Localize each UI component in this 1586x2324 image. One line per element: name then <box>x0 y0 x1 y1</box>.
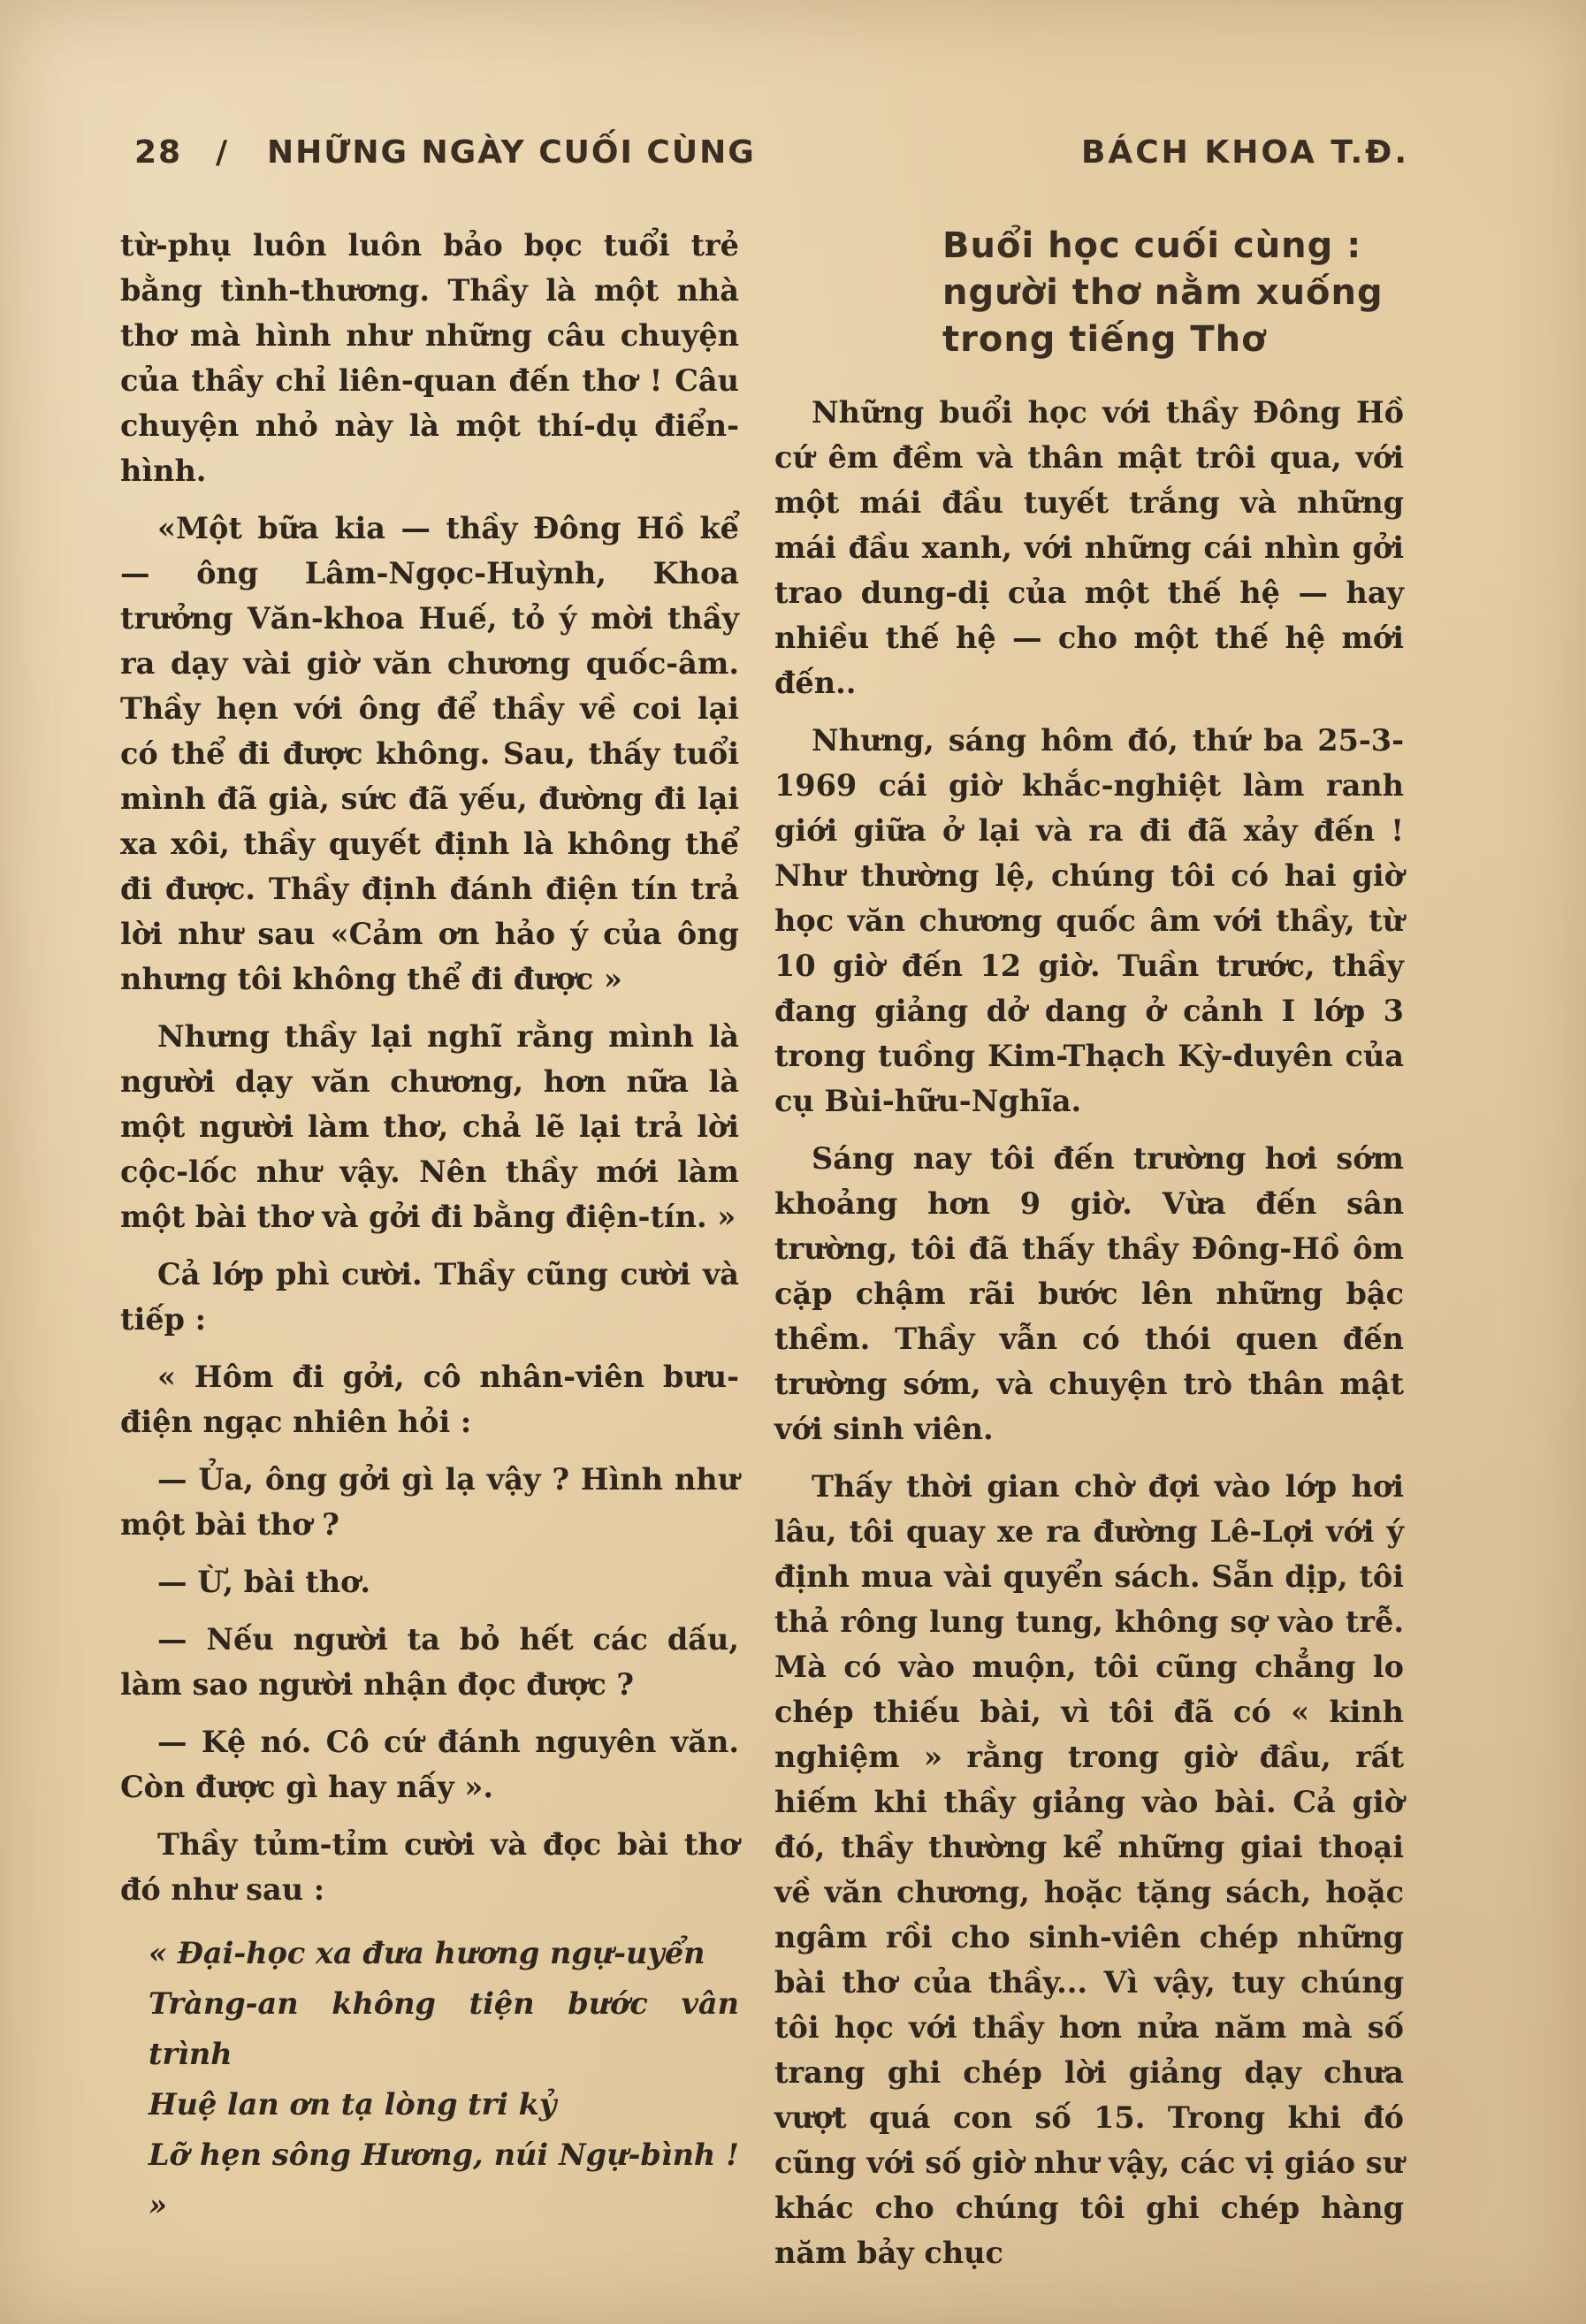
poem-line: Tràng-an không tiện bước vân trình <box>149 1986 739 2071</box>
paragraph: Nhưng, sáng hôm đó, thứ ba 25-3-1969 cái giờ khắc-nghiệt làm ranh giới giữa ở lại và ra đi đã xảy đến ! Như thường lệ, chúng tôi có hai giờ học văn chương quốc âm với thầy, từ 10 giờ đến 12 giờ. Tuần trước, thầy đang giảng dở dang ở cảnh I lớp 3 trong tuồng Kim-Thạch Kỳ-duyên của cụ Bùi-hữu-Nghĩa. <box>774 723 1404 1118</box>
article-title: NHỮNG NGÀY CUỐI CÙNG <box>267 134 756 171</box>
paragraph: Sáng nay tôi đến trường hơi sớm khoảng hơn 9 giờ. Vừa đến sân trường, tôi đã thấy thầy Đông-Hồ ôm cặp chậm rãi bước lên những bậc thềm. Thầy vẫn có thói quen đến trường sớm, và chuyện trò thân mật với sinh viên. <box>774 1141 1404 1446</box>
section-heading-line: người thơ nằm xuống <box>942 272 1384 313</box>
paragraph: Nhưng thầy lại nghĩ rằng mình là người dạy văn chương, hơn nữa là một người làm thơ, chả lẽ lại trả lời cộc-lốc như vậy. Nên thầy mới làm một bài thơ và gởi đi bằng điện-tín. » <box>120 1019 739 1234</box>
dialog-line: — Nếu người ta bỏ hết các dấu, làm sao người nhận đọc được ? <box>120 1622 739 1702</box>
left-column <box>120 223 739 2230</box>
dialog-line: — Ủa, ông gởi gì lạ vậy ? Hình như một bài thơ ? <box>120 1462 739 1542</box>
section-heading <box>774 223 1404 363</box>
header-separator: / <box>216 134 230 171</box>
poem-line: Huệ lan ơn tạ lòng tri kỷ <box>149 2087 557 2122</box>
paragraph: Thầy tủm-tỉm cười và đọc bài thơ đó như sau : <box>120 1827 739 1907</box>
poem-line: Lỡ hẹn sông Hương, núi Ngự-bình ! » <box>149 2137 739 2222</box>
dialog-line: « Hôm đi gởi, cô nhân-viên bưu-điện ngạc nhiên hỏi : <box>120 1360 739 1439</box>
dialog-line: — Kệ nó. Cô cứ đánh nguyên văn. Còn được gì hay nấy ». <box>120 1725 739 1804</box>
right-column <box>774 223 1404 2288</box>
paragraph: Thấy thời gian chờ đợi vào lớp hơi lâu, tôi quay xe ra đường Lê-Lợi với ý định mua vài quyển sách. Sẵn dịp, tôi thả rông lung tung, không sợ vào trễ. Mà có vào muộn, tôi cũng chẳng lo chép thiếu bài, vì tôi đã có « kinh nghiệm » rằng trong giờ đầu, rất hiếm khi thầy giảng vào bài. Cả giờ đó, thầy thường kể những giai thoại về văn chương, hoặc tặng sách, hoặc ngâm rồi cho sinh-viên chép những bài thơ của thầy... Vì vậy, tuy chúng tôi học với thầy hơn nửa năm mà số trang ghi chép lời giảng dạy chưa vượt quá con số 15. Trong khi đó cũng với số giờ như vậy, các vị giáo sư khác cho chúng tôi ghi chép hàng năm bảy chục <box>774 1469 1405 2270</box>
paragraph: Những buổi học với thầy Đông Hồ cứ êm đềm và thân mật trôi qua, với một mái đầu tuyết trắng và những mái đầu xanh, với những cái nhìn gởi trao dung-dị của một thế hệ — hay nhiều thế hệ — cho một thế hệ mới đến.. <box>774 395 1404 700</box>
paragraph: Cả lớp phì cười. Thầy cũng cười và tiếp : <box>120 1257 739 1337</box>
journal-name: BÁCH KHOA T.Đ. <box>1080 134 1409 171</box>
running-header <box>134 126 1409 179</box>
dialog-line: — Ừ, bài thơ. <box>157 1565 371 1599</box>
poem <box>120 1928 739 2230</box>
poem-line: « Đại-học xa đưa hương ngự-uyển <box>149 1936 705 1970</box>
paragraph: từ-phụ luôn luôn bảo bọc tuổi trẻ bằng tình-thương. Thầy là một nhà thơ mà hình như những câu chuyện của thầy chỉ liên-quan đến thơ ! Câu chuyện nhỏ này là một thí-dụ điển-hình. <box>120 228 739 488</box>
section-heading-line: trong tiếng Thơ <box>942 319 1267 360</box>
paragraph: «Một bữa kia — thầy Đông Hồ kể — ông Lâm-Ngọc-Huỳnh, Khoa trưởng Văn-khoa Huế, tỏ ý mời thầy ra dạy vài giờ văn chương quốc-âm. Thầy hẹn với ông để thầy về coi lại có thể đi được không. Sau, thấy tuổi mình đã già, sức đã yếu, đường đi lại xa xôi, thầy quyết định là không thể đi được. Thầy định đánh điện tín trả lời như sau «Cảm ơn hảo ý của ông nhưng tôi không thể đi được » <box>120 511 739 996</box>
section-heading-line: Buổi học cuối cùng : <box>942 225 1362 266</box>
page-number: 28 <box>134 134 183 171</box>
